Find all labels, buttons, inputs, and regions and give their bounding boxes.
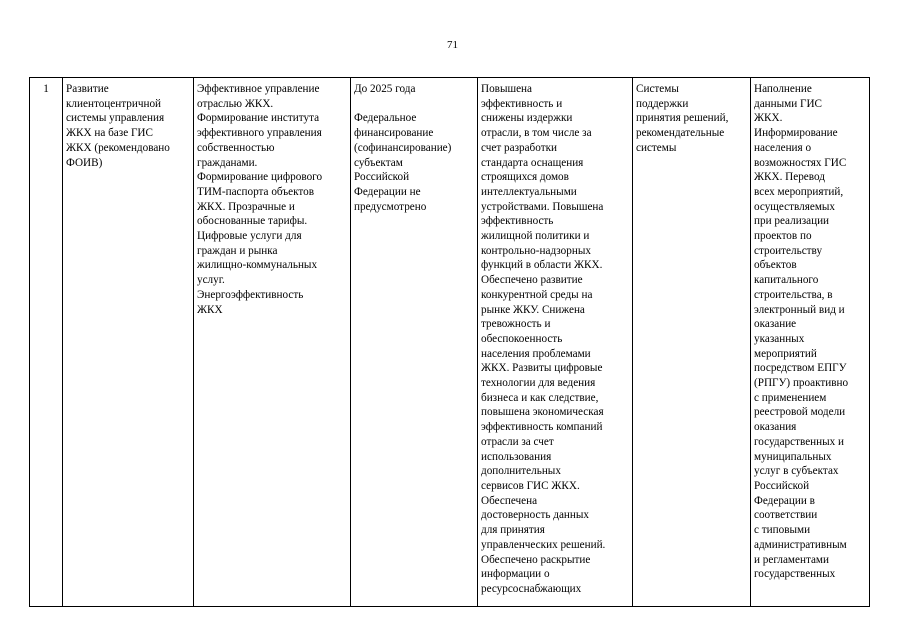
results-line: Обеспечено развитие: [481, 274, 583, 287]
measures-line: посредством ЕПГУ: [754, 362, 847, 375]
results-line: для принятия: [481, 524, 545, 537]
results-cell: [478, 78, 633, 607]
measures-line: возможностях ГИС: [754, 156, 847, 169]
measures-line: строительству: [754, 244, 823, 257]
deadline-funding-line: Федерации не: [354, 185, 421, 198]
measures-line: капитального: [754, 274, 819, 287]
deadline-funding-line: предусмотрено: [354, 200, 427, 213]
measures-line: ЖКХ.: [754, 112, 783, 125]
effects-line: обоснованные тарифы.: [197, 215, 308, 228]
deadline-funding-line: субъектам: [354, 156, 403, 169]
task-line: клиентоцентричной: [66, 97, 162, 110]
effects-line: ЖКХ. Прозрачные и: [197, 200, 295, 213]
measures-line: Информирование: [754, 127, 838, 140]
results-line: ЖКХ. Развиты цифровые: [481, 362, 603, 375]
measures-line: административным: [754, 538, 847, 551]
results-line: снижены издержки: [481, 112, 573, 125]
measures-line: (РПГУ) проактивно: [754, 377, 849, 390]
measures-line: электронный вид и: [754, 303, 845, 316]
measures-line: оказания: [754, 421, 797, 434]
row-number: 1: [43, 83, 49, 95]
results-line: Повышена: [481, 83, 533, 95]
measures-line: Федерации в: [754, 494, 815, 507]
row-number-cell: [30, 78, 63, 607]
systems-line: принятия решений,: [636, 112, 729, 125]
measures-line: населения о: [754, 141, 812, 154]
measures-line: ЖКХ. Перевод: [754, 171, 825, 184]
results-line: эффективность компаний: [481, 421, 603, 434]
effects-line: жилищно-коммунальных: [197, 259, 318, 272]
measures-line: при реализации: [754, 215, 830, 228]
results-line: бизнеса и как следствие,: [481, 391, 599, 404]
deadline-funding-line: Федеральное: [354, 112, 417, 125]
measures-line: муниципальных: [754, 450, 832, 463]
measures-line: осуществляемых: [754, 200, 836, 213]
results-line: обеспокоенность: [481, 332, 563, 345]
systems-line: поддержки: [636, 97, 689, 110]
measures-line: объектов: [754, 259, 797, 272]
measures-line: государственных и: [754, 435, 845, 448]
measures-line: указанных: [754, 332, 805, 345]
measures-line: Российской: [754, 479, 810, 492]
document-table: [29, 77, 870, 607]
task-line: ЖКХ на базе ГИС: [66, 127, 153, 140]
results-line: стандарта оснащения: [481, 156, 584, 169]
task-line: системы управления: [66, 112, 165, 125]
measures-line: с типовыми: [754, 524, 811, 537]
deadline-funding-cell: [351, 78, 478, 607]
systems-line: системы: [636, 141, 677, 154]
effects-line: эффективного управления: [197, 127, 322, 140]
results-line: отрасли за счет: [481, 435, 554, 448]
effects-cell: [194, 78, 351, 607]
measures-line: и регламентами: [754, 553, 830, 566]
effects-line: Цифровые услуги для: [197, 230, 302, 243]
results-line: использования: [481, 450, 552, 463]
effects-line: Формирование института: [197, 112, 320, 125]
measures-line: проектов по: [754, 230, 812, 243]
measures-line: реестровой модели: [754, 406, 846, 419]
results-line: достоверность данных: [481, 509, 589, 522]
effects-line: отраслью ЖКХ.: [197, 97, 274, 110]
measures-line: Наполнение: [754, 83, 812, 95]
results-line: устройствами. Повышена: [481, 200, 604, 213]
results-line: контрольно-надзорных: [481, 244, 591, 257]
effects-line: гражданами.: [197, 156, 258, 169]
measures-line: оказание: [754, 318, 797, 331]
effects-line: ТИМ-паспорта объектов: [197, 185, 314, 198]
measures-line: соответствии: [754, 509, 818, 522]
results-line: сервисов ГИС ЖКХ.: [481, 479, 580, 492]
results-line: эффективность и: [481, 97, 563, 110]
deadline-funding-line: Российской: [354, 171, 410, 184]
systems-cell: [633, 78, 751, 607]
measures-line: строительства, в: [754, 288, 833, 301]
results-line: Обеспечено раскрытие: [481, 553, 591, 566]
deadline-funding-line: [354, 97, 474, 112]
effects-line: ЖКХ: [197, 303, 223, 316]
effects-line: Формирование цифрового: [197, 171, 323, 184]
measures-cell: [751, 78, 870, 607]
effects-line: граждан и рынка: [197, 244, 278, 257]
results-line: конкурентной среды на: [481, 288, 593, 301]
measures-line: с применением: [754, 391, 827, 404]
results-line: ресурсоснабжающих: [481, 582, 582, 595]
measures-line: мероприятий: [754, 347, 817, 360]
task-cell: [63, 78, 194, 607]
task-line: ФОИВ): [66, 156, 103, 169]
deadline-funding-line: (софинансирование): [354, 141, 452, 154]
page-number: 71: [447, 39, 458, 51]
systems-line: рекомендательные: [636, 127, 725, 140]
task-line: Развитие: [66, 83, 109, 95]
effects-line: Энергоэффективность: [197, 288, 304, 301]
results-line: отрасли, в том числе за: [481, 127, 592, 140]
results-line: эффективность: [481, 215, 554, 228]
results-line: строящихся домов: [481, 171, 569, 184]
deadline-funding-line: До 2025 года: [354, 83, 416, 95]
effects-line: услуг.: [197, 274, 225, 287]
results-line: функций в области ЖКХ.: [481, 259, 603, 272]
results-line: интеллектуальными: [481, 185, 577, 198]
measures-line: государственных: [754, 568, 836, 581]
effects-line: Эффективное управление: [197, 83, 320, 95]
results-line: счет разработки: [481, 141, 558, 154]
table-row: [30, 78, 870, 607]
effects-line: собственностью: [197, 141, 275, 154]
measures-line: всех мероприятий,: [754, 185, 844, 198]
results-line: жилищной политики и: [481, 230, 590, 243]
results-line: Обеспечена: [481, 494, 538, 507]
results-line: управленческих решений.: [481, 538, 606, 551]
task-line: ЖКХ (рекомендовано: [66, 141, 170, 154]
measures-line: данными ГИС: [754, 97, 823, 110]
results-line: технологии для ведения: [481, 377, 596, 390]
deadline-funding-line: финансирование: [354, 127, 434, 140]
results-line: дополнительных: [481, 465, 561, 478]
results-line: рынке ЖКУ. Снижена: [481, 303, 585, 316]
results-line: тревожность и: [481, 318, 551, 331]
systems-line: Системы: [636, 83, 679, 95]
measures-line: услуг в субъектах: [754, 465, 839, 478]
results-line: информации о: [481, 568, 550, 581]
results-line: населения проблемами: [481, 347, 591, 360]
results-line: повышена экономическая: [481, 406, 604, 419]
